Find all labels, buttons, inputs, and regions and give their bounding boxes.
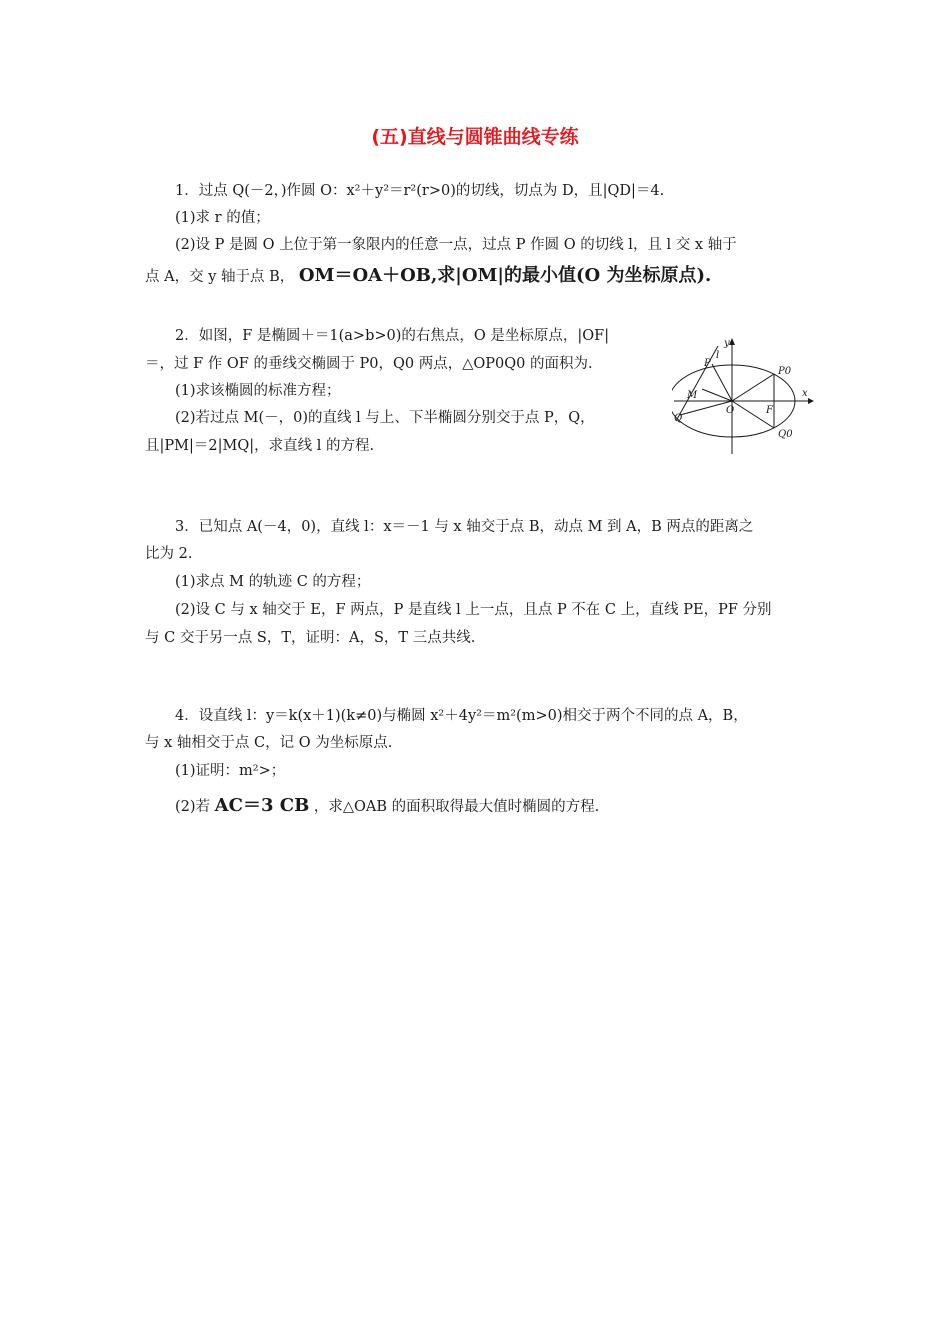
label-P: P <box>704 358 711 369</box>
line-l <box>676 346 718 421</box>
q1-line-2: (1)求 r 的值； <box>175 210 270 226</box>
x-axis-arrow <box>808 398 814 404</box>
label-P0: P0 <box>778 366 792 377</box>
label-Q0: Q0 <box>778 429 793 440</box>
q3-line-2: 比为 2. <box>145 546 193 562</box>
q3-line-3: (1)求点 M 的轨迹 C 的方程； <box>175 574 371 590</box>
ellipse-figure <box>672 336 824 461</box>
label-Q: Q <box>674 413 683 424</box>
q1-line-4-text: 点 A，交 y 轴于点 B， <box>145 269 295 285</box>
label-F: F <box>766 405 773 416</box>
label-M: M <box>687 390 698 401</box>
q2-line-2: ＝，过 F 作 OF 的垂线交椭圆于 P0，Q0 两点，△OP0Q0 的面积为. <box>145 356 593 372</box>
q2-line-1: 2．如图，F 是椭圆＋＝1(a>b>0)的右焦点，O 是坐标原点，|OF| <box>175 328 610 344</box>
q2-line-4: (2)若过点 M(－，0)的直线 l 与上、下半椭圆分别交于点 P，Q， <box>175 410 595 426</box>
q4-vector-expression: AC＝3 CB <box>214 795 310 816</box>
q4-line-4-suffix: ，求△OAB 的面积取得最大值时椭圆的方程. <box>313 799 600 815</box>
q2-line-5: 且|PM|＝2|MQ|，求直线 l 的方程. <box>145 438 375 454</box>
q1-vector-expression: OM＝OA＋OB,求|OM|的最小值(O 为坐标原点). <box>298 265 712 286</box>
figure-lines <box>676 346 774 428</box>
line-Q-O <box>680 401 735 416</box>
label-O: O <box>726 405 735 416</box>
q3-line-5: 与 C 交于另一点 S，T，证明：A，S，T 三点共线. <box>145 630 476 646</box>
q4-line-3: (1)证明：m²>； <box>175 763 286 779</box>
q2-line-3: (1)求该椭圆的标准方程； <box>175 383 341 399</box>
q4-line-4 <box>175 796 599 817</box>
line-M-O <box>702 389 732 401</box>
page-title: (五)直线与圆锥曲线专练 <box>371 126 579 148</box>
q3-line-1: 3．已知点 A(－4，0)，直线 l：x＝－1 与 x 轴交于点 B，动点 M 到 A，B 两点的距离之 <box>175 519 754 535</box>
q3-line-4: (2)设 C 与 x 轴交于 E，F 两点，P 是直线 l 上一点，且点 P 不在 C 上，直线 PE，PF 分别 <box>175 602 772 618</box>
q1-line-4 <box>145 266 711 287</box>
q1-line-3: (2)设 P 是圆 O 上位于第一象限内的任意一点，过点 P 作圆 O 的切线 l，且 l 交 x 轴于 <box>175 237 737 253</box>
q4-line-1: 4．设直线 l：y＝k(x＋1)(k≠0)与椭圆 x²＋4y²＝m²(m>0)相交于两个不同的点 A，B， <box>175 708 748 724</box>
label-x: x <box>802 388 808 399</box>
line-O-P0 <box>732 374 774 401</box>
q4-line-4-prefix: (2)若 <box>175 799 211 815</box>
y-axis-arrow <box>729 338 735 345</box>
line-P-right <box>712 364 732 401</box>
q4-line-2: 与 x 轴相交于点 C，记 O 为坐标原点. <box>145 735 393 751</box>
q1-line-1: 1．过点 Q(－2，)作圆 O：x²＋y²＝r²(r>0)的切线，切点为 D，且|QD|＝4. <box>175 183 665 199</box>
label-y: y <box>724 338 730 349</box>
label-l: l <box>716 350 720 361</box>
